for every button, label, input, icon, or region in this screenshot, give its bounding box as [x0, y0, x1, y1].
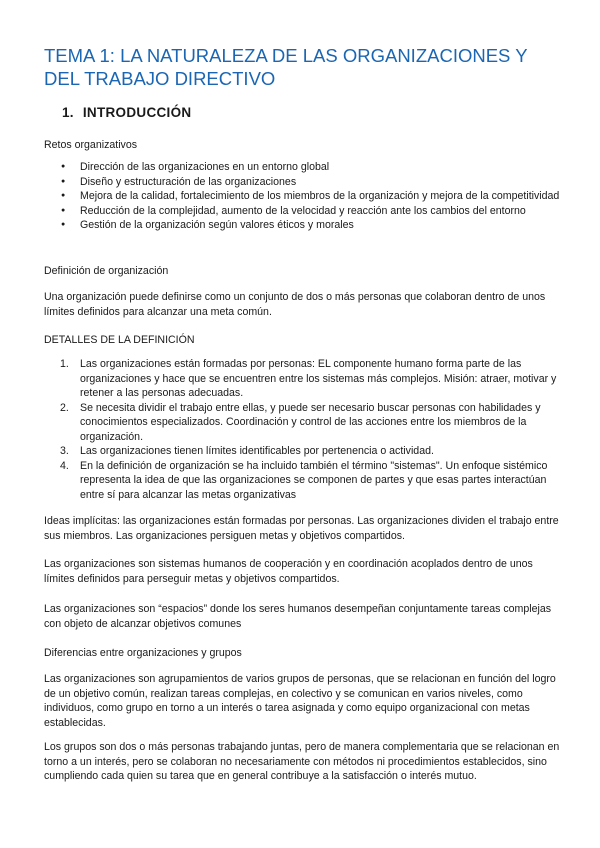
definicion-heading: Definición de organización — [44, 265, 169, 277]
list-item: ● Reducción de la complejidad, aumento de la velocidad y reacción ante los cambios del entorno — [44, 204, 560, 219]
organizaciones-text: Las organizaciones son agrupamientos de varios grupos de personas, que se relacionan en función del logro de un objetivo común, realizan tareas complejas, en colectivo y se comunican en varios niveles, como individuos, como grupo en torno a un interés o tarea asignada y como equipo organizacional con metas establecidas. — [44, 673, 556, 729]
retos-heading: Retos organizativos — [44, 139, 138, 151]
list-item: ● Dirección de las organizaciones en un entorno global — [44, 160, 560, 175]
detalles-list — [44, 357, 560, 502]
list-item — [44, 444, 560, 459]
list-item — [44, 357, 560, 401]
section-label: INTRODUCCIÓN — [82, 105, 192, 120]
list-item: ● Diseño y estructuración de las organizaciones — [44, 175, 560, 190]
item-number: 3. — [60, 445, 69, 457]
section-heading — [62, 105, 191, 120]
list-item: ● Gestión de la organización según valores éticos y morales — [44, 218, 560, 233]
item-text: Se necesita dividir el trabajo entre ellas, y puede ser necesario buscar personas con habilidades y conocimientos especializados. Coordinación y control de las acciones entre los miembros de la organización. — [80, 401, 541, 443]
list-item — [44, 459, 560, 503]
sistemas-text: Las organizaciones son sistemas humanos de cooperación y en coordinación acoplados dentro de unos límites definidos para perseguir metas y objetivos compartidos. — [44, 558, 533, 585]
list-item — [44, 401, 560, 445]
item-text: Las organizaciones tienen límites identificables por pertenencia o actividad. — [80, 445, 434, 457]
definicion-text: Una organización puede definirse como un conjunto de dos o más personas que colaboran dentro de unos límites definidos para alcanzar una meta común. — [44, 291, 546, 318]
grupos-text: Los grupos son dos o más personas trabajando juntas, pero de manera complementaria que se relacionan en torno a un interés, pero se colaboran no necesariamente con métodos ni procedimientos establecidos, sino cumpliendo cada quien su tarea que en general contribuye a la satisfacción o interés mutuo. — [44, 741, 560, 782]
item-text: En la definición de organización se ha incluido también el término "sistemas". Un enfoque sistémico representa la idea de que las organizaciones se componen de partes y que esas partes interactúan entre sí para alcanzar las metas organizativas — [80, 459, 548, 501]
diferencias-heading: Diferencias entre organizaciones y grupos — [44, 647, 242, 659]
item-number: 1. — [60, 358, 69, 370]
item-number: 2. — [60, 401, 69, 414]
item-number: 4. — [60, 459, 69, 472]
ideas-text: Ideas implícitas: las organizaciones están formadas por personas. Las organizaciones dividen el trabajo entre sus miembros. Las organizaciones persiguen metas y objetivos compartidos. — [44, 515, 559, 542]
item-text: Las organizaciones están formadas por personas: EL componente humano forma parte de las organizaciones y hace que se encuentren entre los sistemas más complejos. Misión: atraer, motivar y retener a las personas adecuadas. — [80, 358, 557, 399]
section-number: 1. — [62, 105, 74, 120]
document-title: TEMA 1: LA NATURALEZA DE LAS ORGANIZACIONES Y DEL TRABAJO DIRECTIVO — [44, 45, 528, 89]
detalles-heading: DETALLES DE LA DEFINICIÓN — [44, 334, 195, 346]
espacios-text: Las organizaciones son “espacios” donde los seres humanos desempeñan conjuntamente tareas complejas con objeto de alcanzar objetivos comunes — [44, 603, 552, 630]
retos-list — [44, 160, 560, 233]
list-item: ● Mejora de la calidad, fortalecimiento de los miembros de la organización y mejora de la competitividad — [44, 189, 560, 204]
